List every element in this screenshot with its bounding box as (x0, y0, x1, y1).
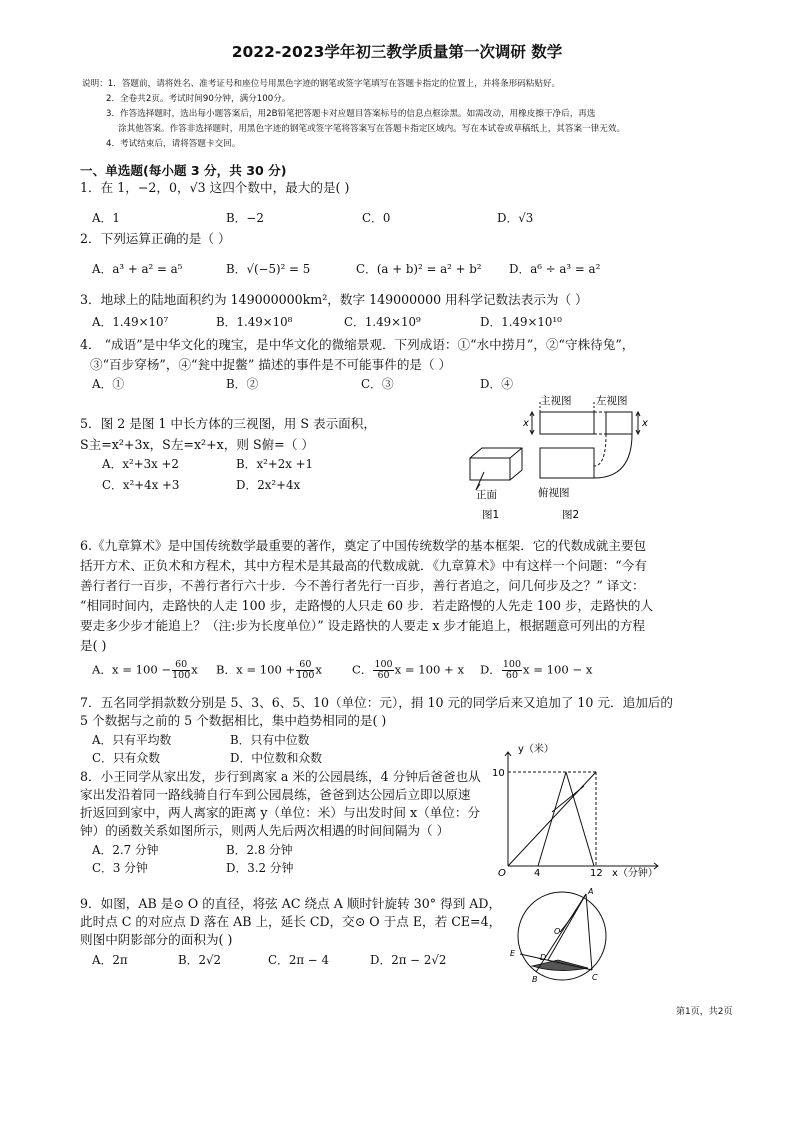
q8-option-a: A．2.7 分钟 (92, 843, 159, 857)
point-d: D (540, 953, 547, 962)
q8-line-2: 家出发沿着同一路线骑自行车到公园晨练，爸爸到达公园后立即以原速 (80, 787, 471, 802)
point-o: O (554, 927, 561, 936)
q7-option-d: D．中位数和众数 (230, 751, 323, 765)
fig-label-front-view: 主视图 (540, 395, 572, 407)
fig-label-left-view: 左视图 (596, 395, 628, 407)
q7-option-a: A．只有平均数 (92, 733, 172, 747)
q5-option-a: A．x²+3x +2 (102, 457, 179, 471)
q3-option-d: D．1.49×10¹⁰ (480, 315, 562, 329)
point-b: B (532, 975, 538, 984)
q5-option-b: B．x²+2x +1 (236, 457, 314, 471)
q4-stem-line-2: ③“百步穿杨”，④“瓮中捉鳖” 描述的事件是不可能事件的是（ ） (90, 357, 452, 372)
q8-origin: O (498, 868, 506, 879)
instruction-line-2: 2．全卷共2页。考试时间90分钟，满分100分。 (106, 94, 291, 104)
q6-line-6: 是( ) (80, 638, 107, 653)
q8-option-d: D．3.2 分钟 (226, 861, 294, 875)
q5-option-c: C．x²+4x +3 (102, 478, 180, 492)
fig-label-2: 图2 (562, 509, 580, 521)
q1-stem: 1．在 1，−2，0，√3 这四个数中，最大的是( ) (80, 180, 350, 195)
q3-stem: 3．地球上的陆地面积约为 149000000km²，数字 149000000 用科学记数法表示为（ ） (80, 292, 588, 307)
q9-line-2: 此时点 C 的对应点 D 落在 AB 上，延长 CD，交⊙ O 于点 E，若 CE=4， (80, 914, 502, 929)
point-c: C (592, 973, 598, 982)
father-back-line (566, 772, 594, 866)
q9-line-3: 则图中阴影部分的面积为( ) (80, 932, 233, 947)
q4-option-c: C．③ (361, 377, 394, 391)
arc-helper (560, 894, 586, 932)
q9-option-d: D．2π − 2√2 (370, 953, 447, 967)
q1-option-b: B．−2 (226, 211, 264, 225)
q6-option-a: A．x = 100 − $\frac{60}{100}$ x (92, 659, 198, 681)
q6-option-b: B．x = 100 + $\frac{60}{100}$ x (216, 659, 322, 681)
q2-stem: 2．下列运算正确的是（ ） (80, 231, 231, 246)
chord-ac (586, 894, 592, 970)
page-title: 2022-2023学年初三教学质量第一次调研 数学 (231, 43, 563, 61)
q1-option-c: C．0 (362, 211, 391, 225)
q6-line-5: 要走多少步才能追上？（注:步为长度单位）” 设走路快的人要走 x 步才能追上，根据题意可列出的方程 (80, 618, 646, 633)
q6-option-c: C． $\frac{100}{60}$ x = 100 + x (352, 659, 464, 681)
q2-option-c: C．(a + b)² = a² + b² (356, 262, 482, 276)
instruction-line-5: 4．考试结束后，请将答题卡交回。 (106, 139, 241, 149)
q5-stem-line-1: 5．图 2 是图 1 中长方体的三视图，用 S 表示面积， (80, 416, 376, 431)
q6-line-2: 括开方术、正负术和方程术，其中方程术是其最高的代数成就．《九章算术》中有这样一个问题：“今有 (80, 558, 647, 573)
q2-option-b: B．√(−5)² = 5 (226, 262, 311, 276)
q7-stem-line-2: 5 个数据与之前的 5 个数据相比，集中趋势相同的是( ) (80, 713, 387, 728)
q2-option-a: A．a³ + a² = a⁵ (92, 262, 183, 276)
fig-label-zheng: 正面 (476, 489, 497, 501)
q8-option-c: C．3 分钟 (92, 861, 148, 875)
q8-line-4: 钟）的函数关系如图所示，则两人先后两次相遇的时间间隔为（ ） (80, 823, 450, 838)
instruction-line-1: 说明：1．答题前，请将姓名、准考证号和座位号用黑色字迹的钢笔或签字笔填写在答题卡指定的位置上，并将条形码粘贴好。 (82, 79, 561, 89)
q9-option-b: B．2√2 (178, 953, 221, 967)
q3-option-a: A．1.49×10⁷ (92, 315, 169, 329)
q9-option-a: A．2π (92, 953, 128, 967)
q4-option-d: D．④ (480, 377, 514, 391)
page-footer: 第1页，共2页 (676, 1007, 733, 1017)
q9-circle-figure (502, 884, 622, 988)
q3-option-c: C．1.49×10⁹ (344, 315, 421, 329)
q8-x-tick-4: 4 (534, 868, 541, 879)
father-out-line (538, 772, 566, 866)
q8-x-tick-12: 12 (590, 868, 603, 879)
cuboid-drawing (470, 448, 522, 490)
q8-distance-time-graph (488, 742, 668, 880)
q9-line-1: 9．如图，AB 是⊙ O 的直径，将弦 AC 绕点 A 顺时针旋转 30° 得到 AD， (80, 896, 502, 911)
q3-option-b: B．1.49×10⁸ (216, 315, 293, 329)
q1-option-d: D．√3 (497, 211, 534, 225)
instruction-line-4: 涂其他答案。作答非选择题时，用黑色字迹的钢笔或签字笔将答案写在答题卡指定区域内。写在本试卷或草稿纸上，其答案一律无效。 (118, 124, 626, 134)
instruction-line-3: 3．作答选择题时，选出每小题答案后，用2B铅笔把答题卡对应题目答案标号的信息点框涂黑。如需改动，用橡皮擦干净后，再选 (106, 109, 596, 119)
point-e: E (510, 949, 516, 958)
q8-y-tick: 10 (492, 768, 505, 779)
q4-stem-line-1: 4． “成语”是中华文化的瑰宝，是中华文化的微缩景观．下列成语：①“水中捞月”，②“守株待兔”， (80, 337, 635, 352)
q8-line-3: 折返回到家中，两人离家的距离 y（单位：米）与出发时间 x（单位：分 (80, 805, 481, 820)
three-view-drawing (530, 402, 640, 478)
q7-option-b: B．只有中位数 (230, 733, 310, 747)
helper-line (552, 786, 584, 812)
q4-option-b: B．② (226, 377, 259, 391)
q8-option-b: B．2.8 分钟 (226, 843, 293, 857)
fig-label-x-right: x (642, 418, 648, 429)
q2-option-d: D．a⁶ ÷ a³ = a² (509, 262, 601, 276)
q5-stem-line-2: S主=x²+3x，S左=x²+x，则 S俯=（ ） (80, 437, 314, 452)
fig-label-x-left: x (523, 418, 529, 429)
q6-line-3: 善行者行一百步，不善行者行六十步．今不善行者先行一百步，善行者追之，问几何步及之？” 译文： (80, 578, 645, 593)
q6-line-4: “相同时间内，走路快的人走 100 步，走路慢的人只走 60 步．若走路慢的人先走 100 步，走路快的人 (80, 598, 654, 613)
point-a: A (588, 887, 594, 896)
q8-y-label: y（米） (518, 744, 554, 755)
fig-label-top-view: 俯视图 (538, 487, 570, 499)
fig-label-1: 图1 (482, 509, 500, 521)
q4-option-a: A．① (92, 377, 125, 391)
section-header: 一、单选题(每小题 3 分，共 30 分) (80, 163, 287, 178)
q7-option-c: C．只有众数 (92, 751, 161, 765)
q8-x-label: x（分钟） (612, 868, 658, 879)
q1-option-a: A．1 (92, 211, 120, 225)
q5-option-d: D．2x²+4x (236, 478, 301, 492)
q5-three-view-figure (462, 392, 652, 526)
q9-option-c: C．2π − 4 (268, 953, 329, 967)
q8-line-1: 8．小王同学从家出发，步行到离家 a 米的公园晨练，4 分钟后爸爸也从 (80, 769, 481, 784)
q6-option-d: D． $\frac{100}{60}$ x = 100 − x (480, 659, 593, 681)
q7-stem-line-1: 7．五名同学捐款数分别是 5、3、6、5、10（单位：元），捐 10 元的同学后来又追加了 10 元．追加后的 (80, 695, 674, 710)
q6-line-1: 6.《九章算术》是中国传统数学最重要的著作，奠定了中国传统数学的基本框架．它的代数成就主要包 (80, 538, 647, 553)
